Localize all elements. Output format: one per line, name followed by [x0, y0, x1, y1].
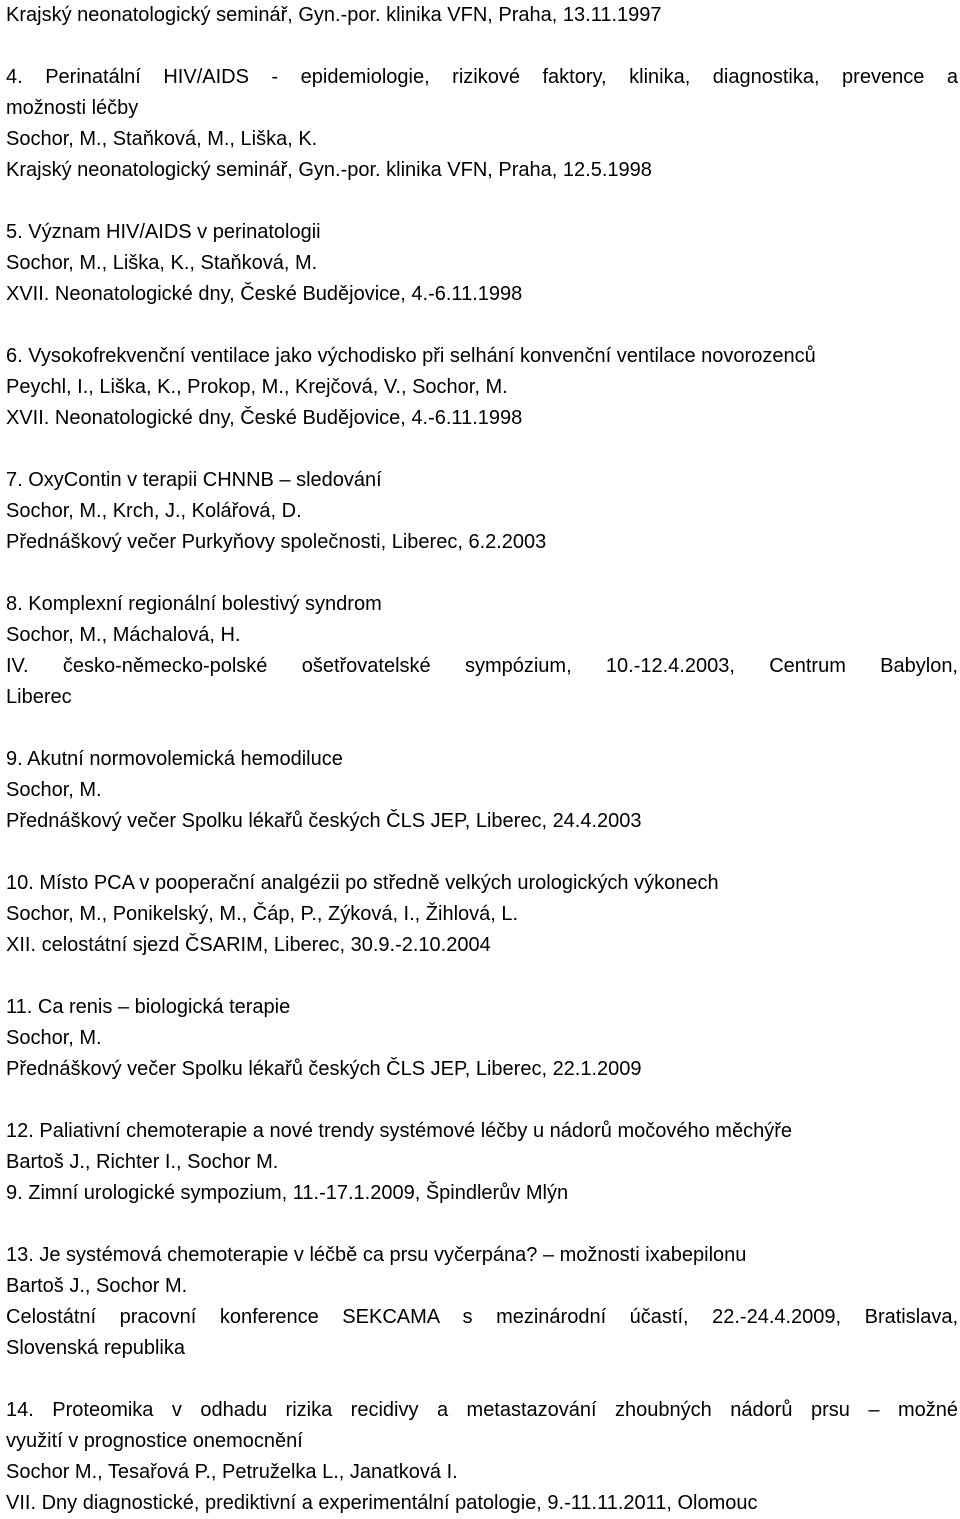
entry-13-title: 13. Je systémová chemoterapie v léčbě ca prsu vyčerpána? – možnosti ixabepilonu [6, 1244, 747, 1266]
entry-5-event: XVII. Neonatologické dny, České Budějovice, 4.-6.11.1998 [6, 283, 523, 305]
entry-9-event: Přednáškový večer Spolku lékařů českých ČLS JEP, Liberec, 24.4.2003 [6, 810, 642, 832]
entry-7 [6, 465, 958, 558]
spacer [6, 1364, 958, 1395]
entry-13 [6, 1240, 958, 1364]
entry-11-event: Přednáškový večer Spolku lékařů českých ČLS JEP, Liberec, 22.1.2009 [6, 1058, 642, 1080]
spacer [6, 434, 958, 465]
entry-10-authors: Sochor, M., Ponikelský, M., Čáp, P., Zýková, I., Žihlová, L. [6, 903, 519, 925]
entry-12-authors: Bartoš J., Richter I., Sochor M. [6, 1151, 279, 1173]
entry-13-event-line-2: Slovenská republika [6, 1337, 185, 1359]
entry-4-event: Krajský neonatologický seminář, Gyn.-por. klinika VFN, Praha, 12.5.1998 [6, 159, 652, 181]
entry-5 [6, 217, 958, 310]
spacer [6, 1085, 958, 1116]
entry-11-title: 11. Ca renis – biologická terapie [6, 996, 291, 1018]
entry-9 [6, 744, 958, 837]
entry-13-event-line-1: Celostátní pracovní konference SEKCAMA s mezinárodní účastí, 22.-24.4.2009, Bratislava, [6, 1306, 958, 1328]
entry-4-authors: Sochor, M., Staňková, M., Liška, K. [6, 128, 318, 150]
entry-9-title: 9. Akutní normovolemická hemodiluce [6, 748, 343, 770]
entry-10-event: XII. celostátní sjezd ČSARIM, Liberec, 30.9.-2.10.2004 [6, 934, 491, 956]
entry-7-authors: Sochor, M., Krch, J., Kolářová, D. [6, 500, 302, 522]
entry-14-event: VII. Dny diagnostické, prediktivní a experimentální patologie, 9.-11.11.2011, Olomouc [6, 1492, 758, 1514]
spacer [6, 310, 958, 341]
entry-6-event: XVII. Neonatologické dny, České Budějovice, 4.-6.11.1998 [6, 407, 523, 429]
entry-6-authors: Peychl, I., Liška, K., Prokop, M., Krejčová, V., Sochor, M. [6, 376, 508, 398]
entry-8-event-line-1: IV. česko-německo-polské ošetřovatelské sympózium, 10.-12.4.2003, Centrum Babylon, [6, 655, 958, 677]
entry-3-event: Krajský neonatologický seminář, Gyn.-por. klinika VFN, Praha, 13.11.1997 [6, 4, 662, 26]
entry-10 [6, 868, 958, 961]
entry-8-title: 8. Komplexní regionální bolestivý syndrom [6, 593, 382, 615]
entry-14-title-line-1: 14. Proteomika v odhadu rizika recidivy a metastazování zhoubných nádorů prsu – možné [6, 1399, 958, 1421]
entry-14-title-line-2: využití v prognostice onemocnění [6, 1430, 303, 1452]
spacer [6, 558, 958, 589]
spacer [6, 961, 958, 992]
spacer [6, 186, 958, 217]
entry-8 [6, 589, 958, 713]
spacer [6, 31, 958, 62]
entry-14-authors: Sochor M., Tesařová P., Petruželka L., Janatková I. [6, 1461, 458, 1483]
entry-11-authors: Sochor, M. [6, 1027, 102, 1049]
entry-14 [6, 1395, 958, 1519]
entry-8-event-line-2: Liberec [6, 686, 72, 708]
entry-11 [6, 992, 958, 1085]
spacer [6, 837, 958, 868]
entry-9-authors: Sochor, M. [6, 779, 102, 801]
entry-12-title: 12. Paliativní chemoterapie a nové trendy systémové léčby u nádorů močového měchýře [6, 1120, 792, 1142]
spacer [6, 713, 958, 744]
publication-list [6, 0, 958, 1519]
entry-6-title: 6. Vysokofrekvenční ventilace jako východisko při selhání konvenční ventilace novorozenců [6, 345, 816, 367]
entry-7-title: 7. OxyContin v terapii CHNNB – sledování [6, 469, 382, 491]
entry-4 [6, 62, 958, 186]
entry-7-event: Přednáškový večer Purkyňovy společnosti, Liberec, 6.2.2003 [6, 531, 547, 553]
entry-6 [6, 341, 958, 434]
entry-5-authors: Sochor, M., Liška, K., Staňková, M. [6, 252, 318, 274]
entry-12 [6, 1116, 958, 1209]
entry-5-title: 5. Význam HIV/AIDS v perinatologii [6, 221, 321, 243]
entry-4-title-line-2: možnosti léčby [6, 97, 139, 119]
entry-8-authors: Sochor, M., Máchalová, H. [6, 624, 241, 646]
entry-10-title: 10. Místo PCA v pooperační analgézii po středně velkých urologických výkonech [6, 872, 719, 894]
entry-12-event: 9. Zimní urologické sympozium, 11.-17.1.2009, Špindlerův Mlýn [6, 1182, 569, 1204]
entry-13-authors: Bartoš J., Sochor M. [6, 1275, 188, 1297]
entry-4-title-line-1: 4. Perinatální HIV/AIDS - epidemiologie, rizikové faktory, klinika, diagnostika, prevence a [6, 66, 958, 88]
spacer [6, 1209, 958, 1240]
